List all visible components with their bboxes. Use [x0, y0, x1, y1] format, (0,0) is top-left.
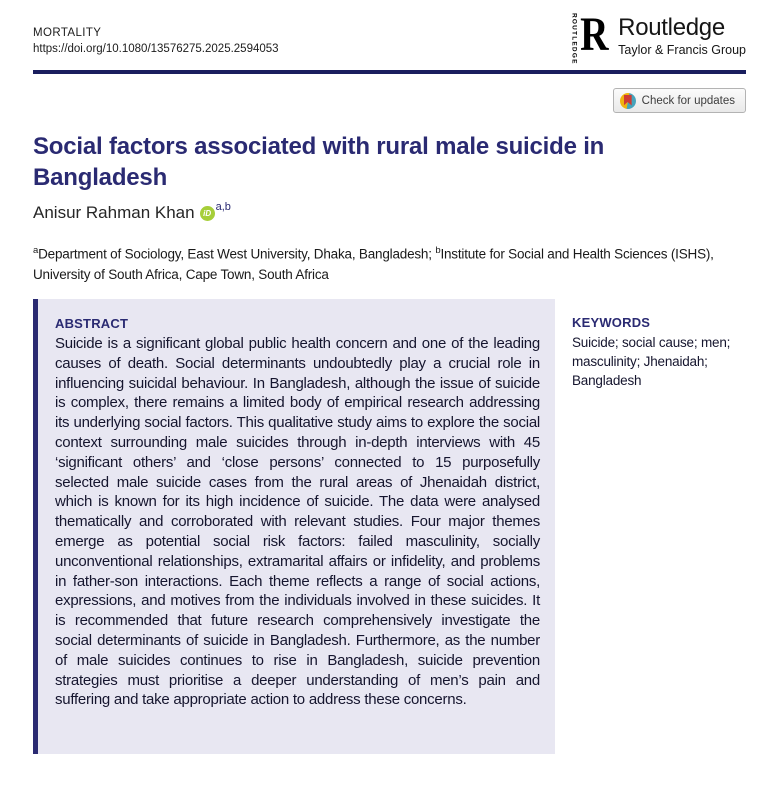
affiliation-a-text: Department of Sociology, East West University, Dhaka, Bangladesh;	[38, 246, 436, 262]
doi-link[interactable]: https://doi.org/10.1080/13576275.2025.2594053	[33, 43, 279, 55]
author-line	[33, 203, 231, 223]
publisher-group: Taylor & Francis Group	[618, 42, 746, 57]
routledge-vertical-text: ROUTLEDGE	[570, 13, 578, 65]
publisher-names	[618, 14, 746, 57]
keywords-text: Suicide; social cause; men; masculinity; Jhenaidah; Bangladesh	[572, 335, 731, 388]
header-divider	[33, 70, 746, 74]
abstract-heading: ABSTRACT	[55, 316, 129, 331]
author-affiliation-superscript: a,b	[215, 201, 231, 213]
orcid-icon[interactable]: iD	[200, 206, 215, 221]
routledge-logo-mark	[570, 8, 612, 65]
publisher-name: Routledge	[618, 13, 725, 41]
crossmark-bookmark-icon	[624, 95, 632, 106]
author-name: Anisur Rahman Khan	[33, 203, 195, 222]
journal-header	[33, 27, 279, 55]
affiliation-a-superscript: a	[33, 245, 39, 256]
journal-title: MORTALITY	[33, 27, 102, 39]
routledge-r-icon: R	[579, 8, 609, 61]
keywords-block	[572, 315, 748, 390]
abstract-text: Suicide is a significant global public health concern and one of the leading causes of death. Social determinants undoubtedly play a crucial role in influencing suicidal behaviour. In Bangladesh, although the issue of suicide is complex, there remains a limited body of empirical research addressing its underlying social factors. This qualitative study aims to explore the social context surrounding male suicides through in-depth interviews with 45 ‘significant others’ and ‘close persons’ connected to 15 purposefully selected male suicide cases from the rural areas of Jhenaidah district, which is known for its high incidence of suicide. The data were analysed thematically and corroborated with relevant studies. Four major themes emerge as potential social risk factors: failed masculinity, socially unconventional relationships, extramarital affairs or infidelity, and problems in father-son interactions. Each theme reflects a range of social actions, expressions, and motives from the individuals involved in these suicides. It is recommended that future research comprehensively investigate the social determinants of suicide in Bangladesh. Furthermore, as the number of male suicides continues to rise in Bangladesh, suicide prevention strategies must prioritise a deeper understanding of men’s pain and suffering and take appropriate action to address these concerns.	[55, 335, 540, 709]
article-title: Social factors associated with rural male suicide in Bangladesh	[33, 133, 605, 191]
keywords-heading: KEYWORDS	[572, 315, 651, 330]
crossmark-icon	[620, 93, 636, 109]
check-for-updates-label: Check for updates	[641, 94, 735, 107]
check-for-updates-button[interactable]	[613, 88, 746, 113]
affiliations	[33, 241, 746, 286]
abstract-box	[33, 299, 555, 754]
affiliation-b-superscript: b	[435, 245, 441, 256]
publisher-logo	[570, 8, 747, 65]
affiliation-b-text: Institute for Social and Health Sciences (ISHS), University of South Africa, Cape Town, South Africa	[33, 246, 714, 282]
